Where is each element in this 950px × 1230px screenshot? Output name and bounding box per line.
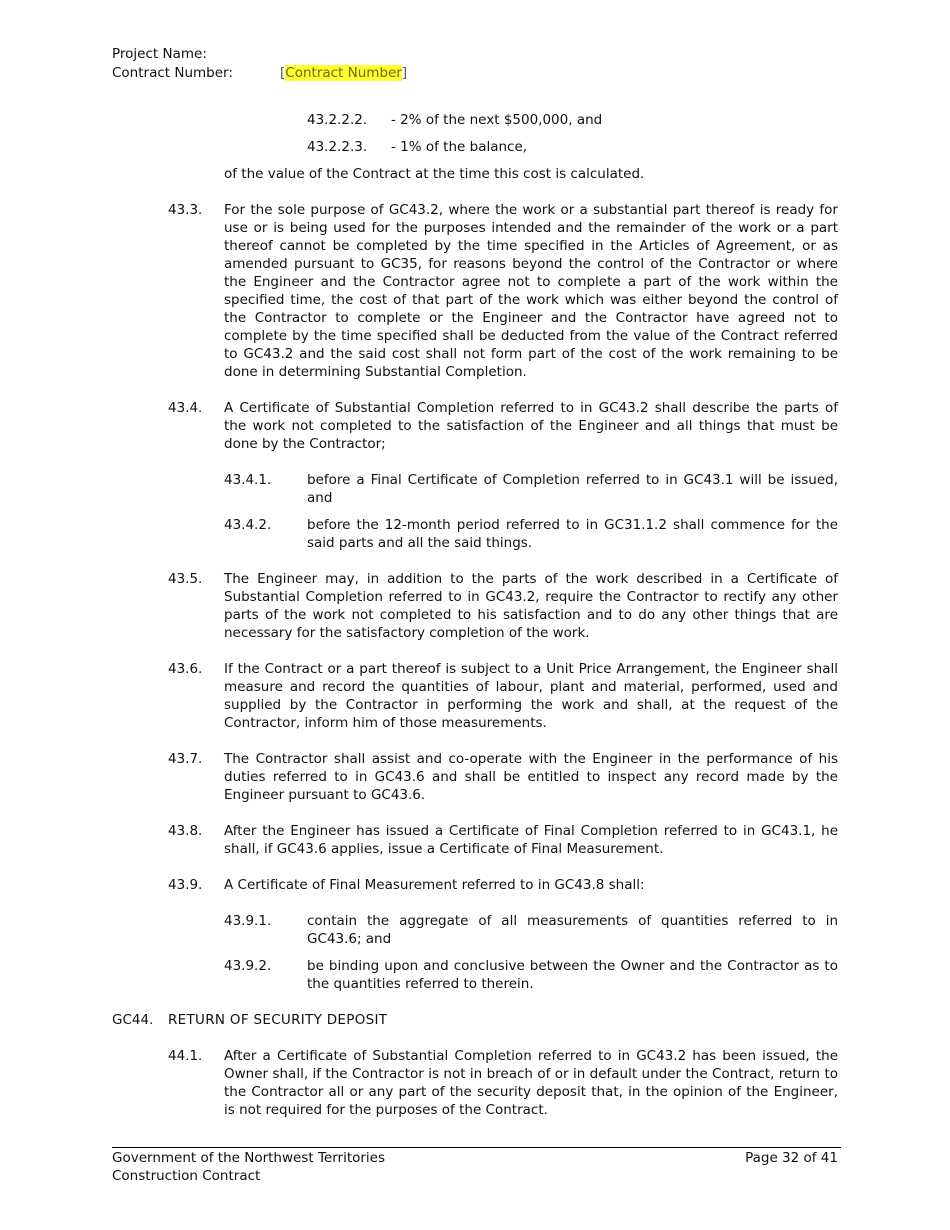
section-number: GC44.	[112, 1012, 154, 1028]
clause-text: before the 12-month period referred to in GC31.1.2 shall commence for the said parts and all the said things.	[307, 517, 838, 551]
clause-text: The Contractor shall assist and co-operate with the Engineer in the performance of his duties referred to in GC43.6 and shall be entitled to inspect any record made by the Engineer pursuant to GC43.6.	[224, 751, 838, 803]
clause-text: For the sole purpose of GC43.2, where the work or a substantial part thereof is ready for use or is being used for the purposes intended and the remainder of the work or a part thereof cannot be completed by the time specified in the Articles of Agreement, or as amended pursuant to GC35, for reasons beyond the control of the Contractor or where the Engineer and the Contractor agree not to complete a part of the work within the specified time, the cost of that part of the work which was either beyond the control of the Contractor to complete or the Engineer and the Contractor have agreed not to complete by the time specified shall be deducted from the value of the Contract referred to GC43.2 and the said cost shall not form part of the cost of the work remaining to be done in determining Substantial Completion.	[224, 202, 838, 380]
page-header	[112, 45, 838, 83]
page-footer	[112, 1149, 838, 1185]
clause-number: 44.1.	[168, 1048, 203, 1064]
page-number: Page 32 of 41	[745, 1150, 838, 1166]
clause-43-9-2	[0, 957, 950, 993]
footer-left	[112, 1149, 385, 1185]
clause-43-4-1	[0, 471, 950, 507]
clause-text: The Engineer may, in addition to the parts of the work described in a Certificate of Substantial Completion referred to in GC43.2, require the Contractor to rectify any other parts of the work not completed to his satisfaction and to do any other things that are necessary for the satisfactory completion of the work.	[224, 571, 838, 641]
clause-number: 43.5.	[168, 571, 203, 587]
clause-text: After a Certificate of Substantial Completion referred to in GC43.2 has been issued, the Owner shall, if the Contractor is not in breach of or in default under the Contract, return to the Contractor all or any part of the security deposit that, in the opinion of the Engineer, is not required for the purposes of the Contract.	[224, 1048, 838, 1118]
clause-number: 43.6.	[168, 661, 203, 677]
clause-43-2-2-3	[0, 138, 950, 156]
bracket-open: [	[280, 65, 286, 81]
contract-number-row	[112, 64, 838, 83]
clause-43-4	[0, 399, 950, 453]
contract-number-placeholder[interactable]: Contract Number	[285, 65, 402, 81]
clause-number: 43.3.	[168, 202, 203, 218]
clause-number: 43.9.1.	[224, 913, 272, 929]
clause-43-5	[0, 570, 950, 642]
clause-43-2-continuation: of the value of the Contract at the time this cost is calculated.	[224, 166, 645, 182]
clause-text: contain the aggregate of all measurements of quantities referred to in GC43.6; and	[307, 913, 838, 947]
clause-text: After the Engineer has issued a Certificate of Final Completion referred to in GC43.1, he shall, if GC43.6 applies, issue a Certificate of Final Measurement.	[224, 823, 838, 857]
clause-43-4-2	[0, 516, 950, 552]
clause-number: 43.4.	[168, 400, 203, 416]
clause-number: 43.2.2.3.	[307, 139, 368, 155]
footer-organization: Government of the Northwest Territories	[112, 1150, 386, 1166]
footer-document-type: Construction Contract	[112, 1168, 261, 1184]
contract-number-field[interactable]	[280, 64, 407, 83]
clause-43-2-2-2	[0, 111, 950, 129]
clause-43-7	[0, 750, 950, 804]
clause-text: - 1% of the balance,	[391, 139, 528, 155]
clause-text: before a Final Certificate of Completion referred to in GC43.1 will be issued, and	[307, 472, 838, 506]
clause-number: 43.9.	[168, 877, 203, 893]
clause-number: 43.2.2.2.	[307, 112, 368, 128]
clause-number: 43.4.1.	[224, 472, 272, 488]
section-heading-gc44	[0, 1011, 950, 1029]
clause-number: 43.7.	[168, 751, 203, 767]
clause-number: 43.4.2.	[224, 517, 272, 533]
clause-text: - 2% of the next $500,000, and	[391, 112, 603, 128]
project-name-label: Project Name:	[112, 46, 207, 62]
contract-number-label: Contract Number:	[112, 65, 233, 81]
clause-number: 43.8.	[168, 823, 203, 839]
clause-43-9	[0, 876, 950, 894]
footer-divider	[112, 1147, 841, 1148]
clause-text: If the Contract or a part thereof is subject to a Unit Price Arrangement, the Engineer shall measure and record the quantities of labour, plant and material, performed, used and supplied by the Contractor in performing the work and shall, at the request of the Contractor, inform him of those measurements.	[224, 661, 838, 731]
clause-43-3	[0, 201, 950, 381]
clause-number: 43.9.2.	[224, 958, 272, 974]
clause-43-6	[0, 660, 950, 732]
clause-43-9-1	[0, 912, 950, 948]
clause-text: be binding upon and conclusive between the Owner and the Contractor as to the quantities referred to therein.	[307, 958, 838, 992]
project-name-row	[112, 45, 838, 64]
clause-44-1	[0, 1047, 950, 1119]
clause-text: A Certificate of Final Measurement referred to in GC43.8 shall:	[224, 877, 645, 893]
bracket-close: ]	[401, 65, 408, 81]
section-title: RETURN OF SECURITY DEPOSIT	[168, 1012, 388, 1028]
clause-text: A Certificate of Substantial Completion referred to in GC43.2 shall describe the parts of the work not completed to the satisfaction of the Engineer and all things that must be done by the Contractor;	[224, 400, 838, 452]
document-body	[0, 111, 950, 1119]
clause-43-8	[0, 822, 950, 858]
